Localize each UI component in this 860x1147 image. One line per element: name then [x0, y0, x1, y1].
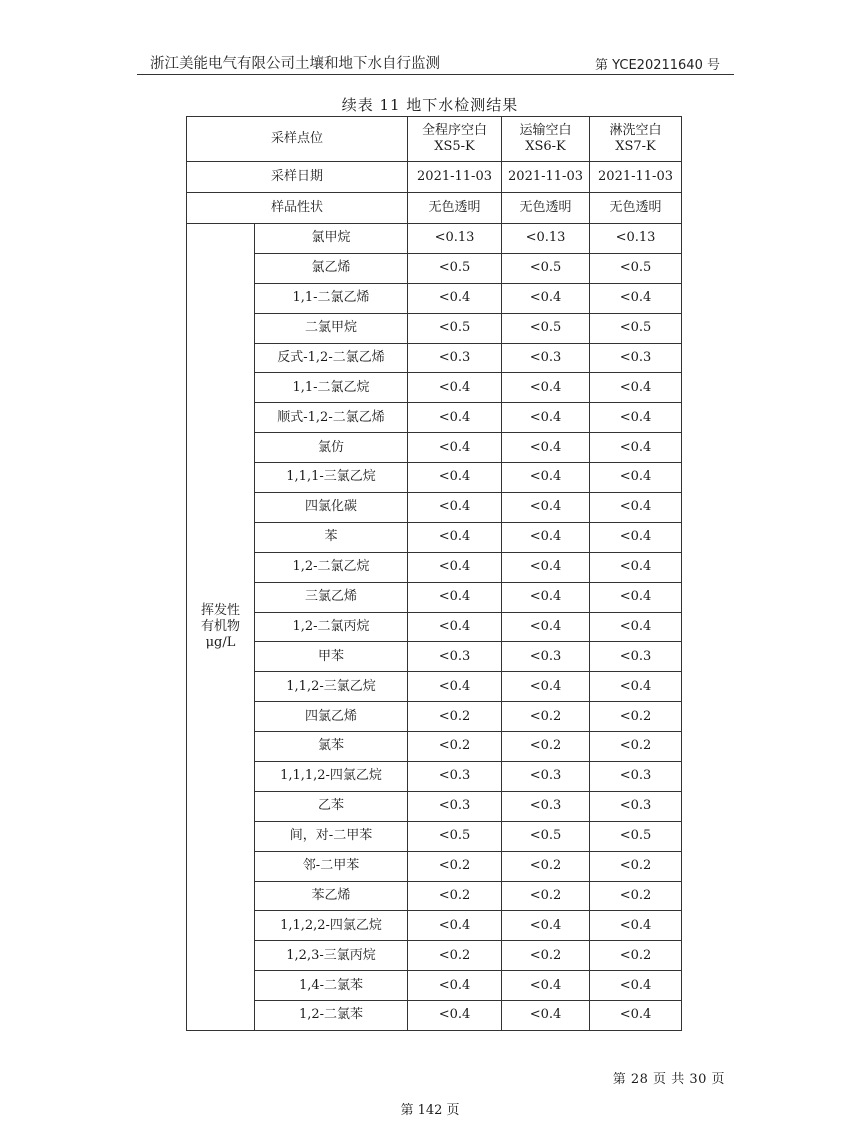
- analyte-row: [187, 283, 682, 313]
- analyte-value: <0.2: [408, 941, 502, 971]
- analyte-value: <0.4: [590, 283, 682, 313]
- analyte-row: [187, 224, 682, 254]
- analyte-row: [187, 522, 682, 552]
- analyte-row: [187, 343, 682, 373]
- analyte-name: 1,1,1,2-四氯乙烷: [255, 762, 408, 792]
- analyte-row: [187, 851, 682, 881]
- analyte-value: <0.4: [590, 911, 682, 941]
- analyte-value: <0.4: [590, 403, 682, 433]
- analyte-value: <0.2: [590, 941, 682, 971]
- group-label-unit: μg/L: [205, 635, 236, 651]
- analyte-value: <0.4: [590, 971, 682, 1001]
- analyte-name: 氯甲烷: [255, 224, 408, 254]
- analyte-value: <0.4: [502, 433, 590, 463]
- analyte-name: 1,2-二氯丙烷: [255, 612, 408, 642]
- analyte-row: [187, 493, 682, 523]
- page-number: 第 142 页: [400, 1103, 460, 1118]
- analyte-value: <0.2: [502, 851, 590, 881]
- analyte-value: <0.4: [590, 373, 682, 403]
- analyte-value: <0.3: [408, 791, 502, 821]
- analyte-value: <0.4: [590, 493, 682, 523]
- header-row-sample-date: [187, 162, 682, 193]
- analyte-value: <0.13: [408, 224, 502, 254]
- group-label-line1: 挥发性: [200, 602, 240, 618]
- analyte-value: <0.13: [502, 224, 590, 254]
- analyte-value: <0.3: [502, 791, 590, 821]
- analyte-row: [187, 552, 682, 582]
- appearance-label: 样品性状: [187, 193, 408, 224]
- analyte-value: <0.5: [590, 821, 682, 851]
- analyte-value: <0.3: [408, 762, 502, 792]
- analyte-value: <0.4: [590, 433, 682, 463]
- sample-date-label: 采样日期: [187, 162, 408, 193]
- analyte-row: [187, 642, 682, 672]
- analyte-value: <0.3: [502, 642, 590, 672]
- analyte-value: <0.2: [590, 702, 682, 732]
- analyte-value: <0.5: [408, 253, 502, 283]
- analyte-name: 1,4-二氯苯: [255, 971, 408, 1001]
- analyte-name: 乙苯: [255, 791, 408, 821]
- analyte-value: <0.4: [590, 552, 682, 582]
- analyte-value: <0.4: [408, 283, 502, 313]
- page-of-total: 第 28 页 共 30 页: [612, 1072, 725, 1087]
- analyte-name: 二氯甲烷: [255, 313, 408, 343]
- analyte-value: <0.3: [408, 642, 502, 672]
- analyte-name: 1,2-二氯苯: [255, 1001, 408, 1031]
- analyte-value: <0.3: [590, 343, 682, 373]
- analyte-value: <0.2: [502, 732, 590, 762]
- analyte-value: <0.2: [502, 702, 590, 732]
- analyte-name: 四氯乙烯: [255, 702, 408, 732]
- analyte-value: <0.13: [590, 224, 682, 254]
- analyte-value: <0.4: [502, 493, 590, 523]
- analyte-name: 氯苯: [255, 732, 408, 762]
- analyte-value: <0.4: [502, 283, 590, 313]
- analyte-name: 氯乙烯: [255, 253, 408, 283]
- results-table-body: [187, 117, 682, 1031]
- analyte-name: 四氯化碳: [255, 493, 408, 523]
- sample-header-2: [502, 117, 590, 162]
- analyte-name: 1,1,2-三氯乙烷: [255, 672, 408, 702]
- analyte-value: <0.4: [502, 672, 590, 702]
- analyte-row: [187, 582, 682, 612]
- header-company: 浙江美能电气有限公司土壤和地下水自行监测: [150, 56, 440, 72]
- analyte-name: 苯: [255, 522, 408, 552]
- analyte-value: <0.3: [408, 343, 502, 373]
- analyte-value: <0.5: [408, 313, 502, 343]
- analyte-name: 1,1-二氯乙烯: [255, 283, 408, 313]
- analyte-value: <0.4: [590, 463, 682, 493]
- analyte-row: [187, 791, 682, 821]
- analyte-name: 1,1,1-三氯乙烷: [255, 463, 408, 493]
- analyte-value: <0.4: [502, 971, 590, 1001]
- analyte-row: [187, 941, 682, 971]
- analyte-name: 三氯乙烯: [255, 582, 408, 612]
- analyte-value: <0.4: [502, 373, 590, 403]
- analyte-value: <0.4: [502, 911, 590, 941]
- header-report-number: 第 YCE20211640 号: [595, 58, 720, 73]
- sample-date: 2021-11-03: [408, 162, 502, 193]
- analyte-value: <0.4: [408, 522, 502, 552]
- analyte-row: [187, 821, 682, 851]
- analyte-value: <0.3: [502, 343, 590, 373]
- analyte-value: <0.4: [502, 463, 590, 493]
- analyte-name: 1,1,2,2-四氯乙烷: [255, 911, 408, 941]
- analyte-value: <0.2: [590, 732, 682, 762]
- analyte-value: <0.5: [502, 821, 590, 851]
- header-row-appearance: [187, 193, 682, 224]
- analyte-value: <0.2: [502, 881, 590, 911]
- analyte-row: [187, 612, 682, 642]
- analyte-row: [187, 463, 682, 493]
- analyte-name: 顺式-1,2-二氯乙烯: [255, 403, 408, 433]
- analyte-row: [187, 1001, 682, 1031]
- analyte-row: [187, 253, 682, 283]
- analyte-value: <0.4: [408, 403, 502, 433]
- analyte-name: 1,2-二氯乙烷: [255, 552, 408, 582]
- sample-header-3: [590, 117, 682, 162]
- sample-date: 2021-11-03: [590, 162, 682, 193]
- sample-code: XS6-K: [525, 139, 566, 154]
- results-table: [186, 116, 682, 1031]
- analyte-value: <0.4: [590, 1001, 682, 1031]
- analyte-row: [187, 672, 682, 702]
- analyte-value: <0.3: [590, 762, 682, 792]
- analyte-value: <0.2: [590, 881, 682, 911]
- header-row-sample-point: [187, 117, 682, 162]
- analyte-value: <0.4: [590, 522, 682, 552]
- analyte-row: [187, 433, 682, 463]
- sample-appearance: 无色透明: [590, 193, 682, 224]
- analyte-value: <0.4: [408, 1001, 502, 1031]
- analyte-value: <0.4: [590, 612, 682, 642]
- analyte-name: 1,2,3-三氯丙烷: [255, 941, 408, 971]
- analyte-row: [187, 313, 682, 343]
- analyte-row: [187, 702, 682, 732]
- analyte-value: <0.5: [590, 253, 682, 283]
- analyte-value: <0.4: [408, 672, 502, 702]
- analyte-value: <0.4: [502, 1001, 590, 1031]
- analyte-value: <0.3: [590, 791, 682, 821]
- analyte-value: <0.4: [408, 493, 502, 523]
- analyte-value: <0.4: [408, 373, 502, 403]
- analyte-row: [187, 971, 682, 1001]
- analyte-value: <0.2: [408, 732, 502, 762]
- analyte-row: [187, 403, 682, 433]
- analyte-value: <0.4: [408, 433, 502, 463]
- header-divider: [137, 74, 734, 75]
- analyte-value: <0.4: [408, 463, 502, 493]
- analyte-name: 甲苯: [255, 642, 408, 672]
- analyte-value: <0.2: [408, 702, 502, 732]
- analyte-row: [187, 762, 682, 792]
- analyte-value: <0.4: [502, 403, 590, 433]
- table-caption: 续表 11 地下水检测结果: [341, 96, 519, 114]
- analyte-row: [187, 881, 682, 911]
- analyte-value: <0.3: [590, 642, 682, 672]
- analyte-value: <0.4: [408, 971, 502, 1001]
- analyte-row: [187, 373, 682, 403]
- analyte-value: <0.4: [408, 911, 502, 941]
- sample-appearance: 无色透明: [502, 193, 590, 224]
- analyte-value: <0.4: [502, 582, 590, 612]
- analyte-value: <0.5: [502, 253, 590, 283]
- sample-appearance: 无色透明: [408, 193, 502, 224]
- analyte-name: 反式-1,2-二氯乙烯: [255, 343, 408, 373]
- analyte-name: 1,1-二氯乙烷: [255, 373, 408, 403]
- analyte-value: <0.4: [502, 522, 590, 552]
- analyte-value: <0.4: [590, 672, 682, 702]
- analyte-value: <0.4: [502, 552, 590, 582]
- sample-date: 2021-11-03: [502, 162, 590, 193]
- analyte-value: <0.3: [502, 762, 590, 792]
- sample-point-label: 采样点位: [187, 117, 408, 162]
- analyte-name: 氯仿: [255, 433, 408, 463]
- group-label-cell: [187, 224, 255, 1031]
- analyte-value: <0.5: [502, 313, 590, 343]
- analyte-value: <0.4: [590, 582, 682, 612]
- analyte-value: <0.4: [408, 612, 502, 642]
- analyte-value: <0.4: [502, 612, 590, 642]
- group-label-line2: 有机物: [200, 618, 240, 634]
- analyte-name: 间，对-二甲苯: [255, 821, 408, 851]
- analyte-row: [187, 911, 682, 941]
- analyte-value: <0.4: [408, 552, 502, 582]
- sample-header-1: [408, 117, 502, 162]
- sample-name: 全程序空白: [422, 122, 488, 138]
- sample-name: 淋洗空白: [609, 122, 662, 138]
- sample-code: XS5-K: [434, 139, 475, 154]
- analyte-name: 邻-二甲苯: [255, 851, 408, 881]
- analyte-value: <0.5: [590, 313, 682, 343]
- sample-name: 运输空白: [519, 122, 572, 138]
- analyte-value: <0.2: [590, 851, 682, 881]
- analyte-value: <0.5: [408, 821, 502, 851]
- analyte-name: 苯乙烯: [255, 881, 408, 911]
- analyte-value: <0.2: [408, 851, 502, 881]
- analyte-value: <0.2: [408, 881, 502, 911]
- sample-code: XS7-K: [615, 139, 656, 154]
- analyte-row: [187, 732, 682, 762]
- analyte-value: <0.2: [502, 941, 590, 971]
- analyte-value: <0.4: [408, 582, 502, 612]
